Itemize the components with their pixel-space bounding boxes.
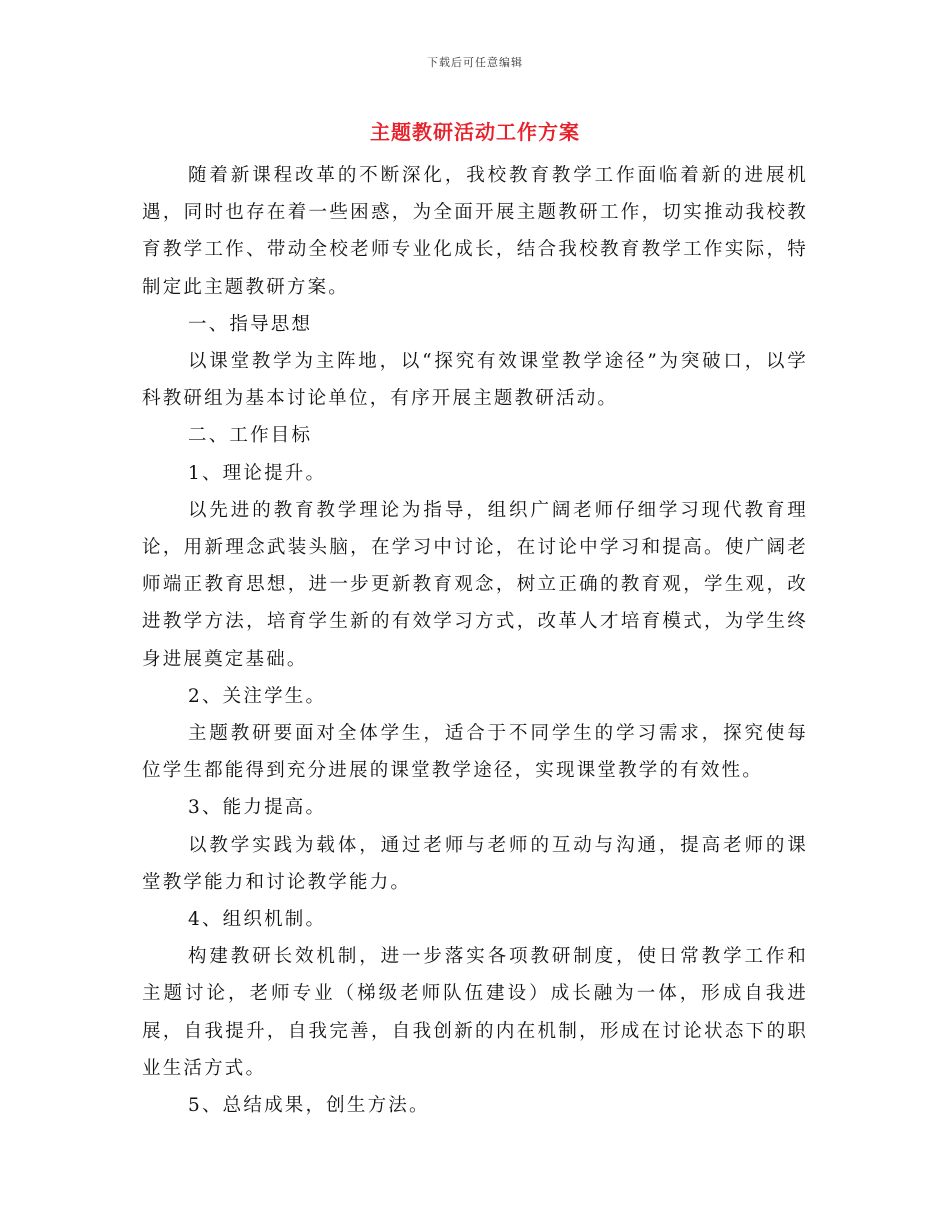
subheading-focus-on-students: 2、关注学生。 — [188, 685, 327, 707]
document-body — [142, 157, 808, 1124]
guiding-ideology-paragraph: 以课堂教学为主阵地，以“探究有效课堂教学途径”为突破口，以学科教研组为基本讨论单位，有序开展主题教研活动。 — [142, 351, 808, 410]
section-heading-guiding-ideology: 一、指导思想 — [188, 313, 313, 335]
subheading-organization-mechanism: 4、组织机制。 — [188, 909, 327, 931]
intro-paragraph: 随着新课程改革的不断深化，我校教育教学工作面临着新的进展机遇，同时也存在着一些困惑，为全面开展主题教研工作，切实推动我校教育教学工作、带动全校老师专业化成长，结合我校教育教学工作实际，特制定此主题教研方案。 — [142, 165, 808, 298]
page-header-note: 下载后可任意编辑 — [427, 56, 523, 69]
focus-on-students-paragraph: 主题教研要面对全体学生，适合于不同学生的学习需求，探究使每位学生都能得到充分进展的课堂教学途径，实现课堂教学的有效性。 — [142, 723, 808, 782]
subheading-ability-improvement: 3、能力提高。 — [188, 797, 327, 819]
theory-improvement-paragraph: 以先进的教育教学理论为指导，组织广阔老师仔细学习现代教育理论，用新理念武装头脑，在学习中讨论，在讨论中学习和提高。使广阔老师端正教育思想，进一步更新教育观念，树立正确的教育观，学生观，改进教学方法，培育学生新的有效学习方式，改革人才培育模式，为学生终身进展奠定基础。 — [142, 499, 808, 670]
organization-mechanism-paragraph: 构建教研长效机制，进一步落实各项教研制度，使日常教学工作和主题讨论，老师专业（梯级老师队伍建设）成长融为一体，形成自我进展，自我提升，自我完善，自我创新的内在机制，形成在讨论状态下的职业生活方式。 — [142, 946, 808, 1079]
document-title: 主题教研活动工作方案 — [370, 120, 580, 144]
ability-improvement-paragraph: 以教学实践为载体，通过老师与老师的互动与沟通，提高老师的课堂教学能力和讨论教学能力。 — [142, 834, 808, 893]
section-heading-work-goals: 二、工作目标 — [188, 425, 313, 447]
subheading-theory-improvement: 1、理论提升。 — [188, 462, 327, 484]
subheading-summarize-results: 5、总结成果，创生方法。 — [188, 1095, 430, 1117]
